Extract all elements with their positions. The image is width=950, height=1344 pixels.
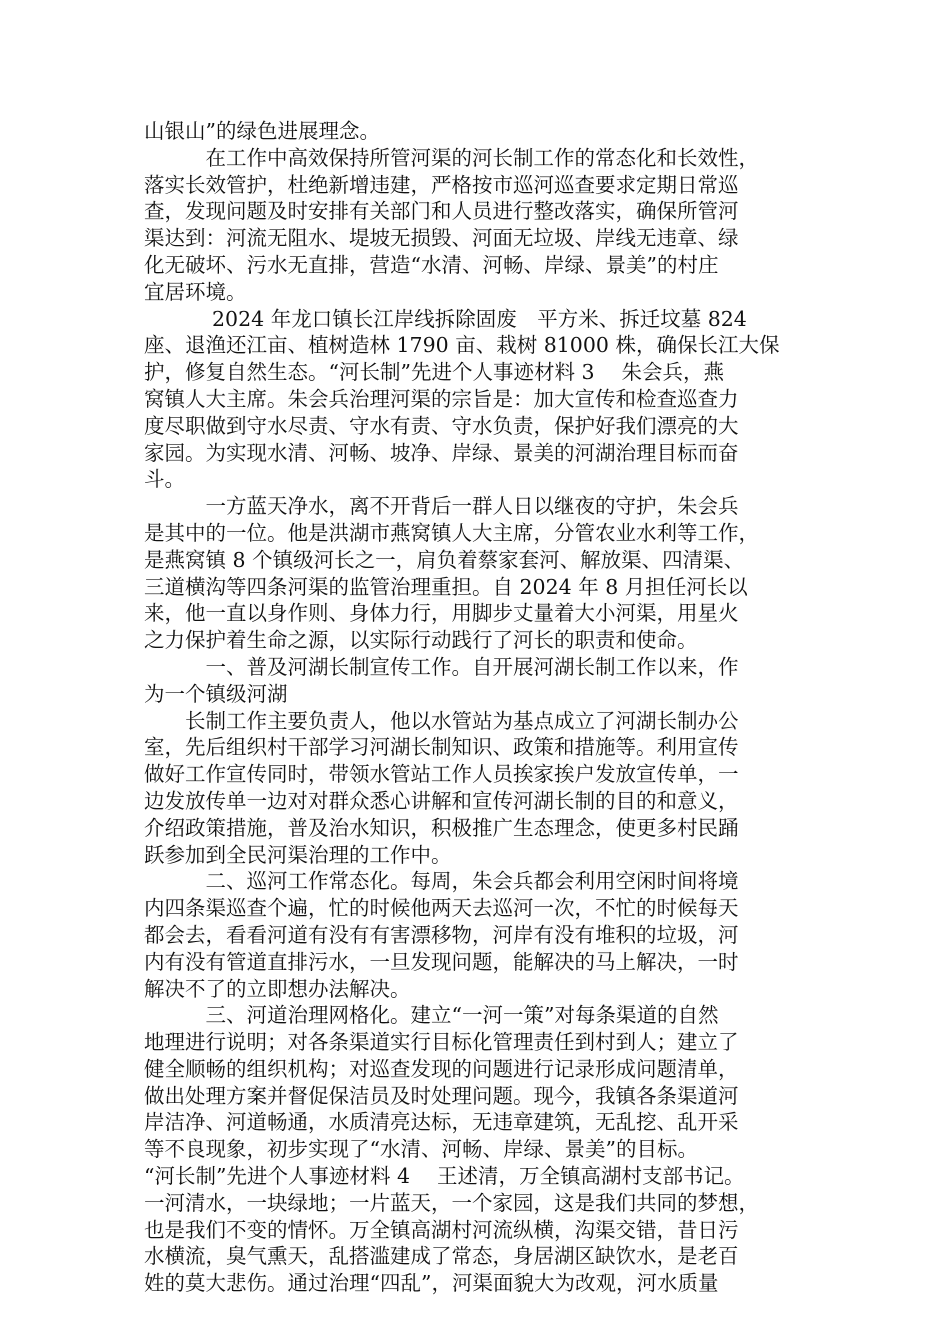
text-line: 度尽职做到守水尽责、守水有责、守水负责，保护好我们漂亮的大 — [144, 413, 739, 438]
text-line: 为一个镇级河湖 — [144, 681, 288, 706]
text-line: 家园。为实现水清、河畅、坡净、岸绿、景美的河湖治理目标而奋 — [144, 440, 739, 465]
text-line: 来，他一直以身作则、身体力行，用脚步丈量着大小河渠，用星火 — [144, 601, 739, 626]
text-line: 长制工作主要负责人，他以水管站为基点成立了河湖长制办公 — [144, 708, 739, 733]
text-line: 一、普及河湖长制宣传工作。自开展河湖长制工作以来，作 — [144, 654, 739, 679]
text-line: 地理进行说明；对各条渠道实行目标化管理责任到村到人；建立了 — [144, 1030, 739, 1055]
text-line: 化无破坏、污水无直排，营造“水清、河畅、岸绿、景美”的村庄 — [144, 252, 719, 277]
text-line: 宜居环境。 — [144, 279, 247, 304]
document-body — [144, 118, 830, 1297]
text-line: 窝镇人大主席。朱会兵治理河渠的宗旨是：加大宣传和检查巡查力 — [144, 386, 739, 411]
text-line: 做出处理方案并督促保洁员及时处理问题。现今，我镇各条渠道河 — [144, 1083, 739, 1108]
text-line: 查，发现问题及时安排有关部门和人员进行整改落实，确保所管河 — [144, 199, 739, 224]
text-line: 室，先后组织村干部学习河湖长制知识、政策和措施等。利用宣传 — [144, 735, 739, 760]
text-line: 等不良现象，初步实现了“水清、河畅、岸绿、景美”的目标。 — [144, 1137, 698, 1162]
text-line: 解决不了的立即想办法解决。 — [144, 976, 411, 1001]
text-line: 内四条渠巡查个遍，忙的时候他两天去巡河一次，不忙的时候每天 — [144, 896, 739, 921]
text-line: 护，修复自然生态。“河长制”先进个人事迹材料 3 朱会兵，燕 — [144, 360, 725, 385]
text-line: 边发放传单一边对对群众悉心讲解和宣传河湖长制的目的和意义， — [144, 788, 739, 813]
text-line: 健全顺畅的组织机构；对巡查发现的问题进行记录形成问题清单， — [144, 1056, 739, 1081]
text-line: 斗。 — [144, 467, 185, 492]
text-line: 内有没有管道直排污水，一旦发现问题，能解决的马上解决，一时 — [144, 949, 739, 974]
text-line: 渠达到：河流无阻水、堤坡无损毁、河面无垃圾、岸线无违章、绿 — [144, 226, 739, 251]
text-line: 在工作中高效保持所管河渠的河长制工作的常态化和长效性， — [144, 145, 759, 170]
text-line: 之力保护着生命之源，以实际行动践行了河长的职责和使命。 — [144, 628, 698, 653]
text-line: 跃参加到全民河渠治理的工作中。 — [144, 842, 452, 867]
text-line: 都会去，看看河道有没有有害漂移物，河岸有没有堆积的垃圾，河 — [144, 922, 739, 947]
text-line: 也是我们不变的情怀。万全镇高湖村河流纵横，沟渠交错，昔日污 — [144, 1217, 739, 1242]
text-line: 岸洁净、河道畅通，水质清亮达标，无违章建筑，无乱挖、乱开采 — [144, 1110, 739, 1135]
text-line: 山银山”的绿色进展理念。 — [144, 119, 380, 143]
text-line: 姓的莫大悲伤。通过治理“四乱”，河渠面貌大为改观，河水质量 — [144, 1271, 719, 1296]
text-line: 座、退渔还江亩、植树造林 1790 亩、栽树 81000 株，确保长江大保 — [144, 333, 780, 358]
text-line: “河长制”先进个人事迹材料 4 王述清，万全镇高湖村支部书记。 — [144, 1164, 745, 1189]
text-line: 一方蓝天净水，离不开背后一群人日以继夜的守护，朱会兵 — [144, 494, 739, 519]
text-line: 是其中的一位。他是洪湖市燕窝镇人大主席，分管农业水利等工作， — [144, 520, 759, 545]
text-line: 做好工作宣传同时，带领水管站工作人员挨家挨户发放宣传单，一 — [144, 762, 739, 787]
text-line: 三、河道治理网格化。建立“一河一策”对每条渠道的自然 — [144, 1003, 719, 1028]
text-line: 二、巡河工作常态化。每周，朱会兵都会利用空闲时间将境 — [144, 869, 739, 894]
text-line: 介绍政策措施，普及治水知识，积极推广生态理念，使更多村民踊 — [144, 815, 739, 840]
text-line: 2024 年龙口镇长江岸线拆除固废 平方米、拆迁坟墓 824 — [144, 306, 747, 331]
text-line: 落实长效管护，杜绝新增违建，严格按市巡河巡查要求定期日常巡 — [144, 172, 739, 197]
text-line: 一河清水，一块绿地；一片蓝天，一个家园，这是我们共同的梦想， — [144, 1190, 759, 1215]
text-line: 水横流，臭气熏天，乱搭滥建成了常态，身居湖区缺饮水，是老百 — [144, 1244, 739, 1269]
text-line: 是燕窝镇 8 个镇级河长之一，肩负着蔡家套河、解放渠、四清渠、 — [144, 547, 745, 572]
text-line: 三道横沟等四条河渠的监管治理重担。自 2024 年 8 月担任河长以 — [144, 574, 748, 599]
